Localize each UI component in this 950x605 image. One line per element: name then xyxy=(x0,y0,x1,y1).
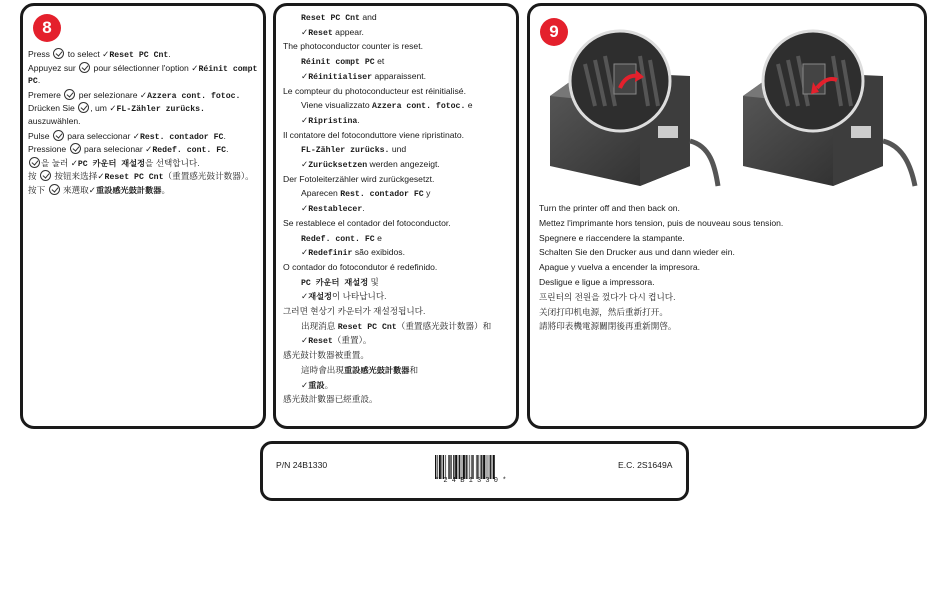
step-8-panel xyxy=(20,3,266,429)
line-text: . xyxy=(223,130,226,141)
barcode-bar xyxy=(473,455,474,479)
result-line xyxy=(283,262,437,273)
checkmark-icon: ✓ xyxy=(139,89,148,100)
barcode-bar xyxy=(463,455,465,479)
barcode-bar xyxy=(490,455,491,479)
line-text: 을 눌러 xyxy=(41,157,71,168)
menu-option-text: PC 카운터 재설정 xyxy=(77,159,145,169)
instruction-line xyxy=(28,170,254,183)
menu-option-text: Zurücksetzen xyxy=(308,161,368,170)
line-text: 按 xyxy=(28,171,39,182)
instruction-line xyxy=(28,157,200,170)
result-line xyxy=(283,203,365,215)
line-text: 和 xyxy=(409,364,419,375)
line-text: y xyxy=(423,188,431,199)
line-text: per selezionare xyxy=(76,89,140,100)
line-text: . xyxy=(168,49,171,59)
step-9-panel xyxy=(527,3,927,429)
line-text: 그러면 현상기 카운터가 재설정됩니다. xyxy=(283,306,426,316)
line-text: 을 선택합니다. xyxy=(145,157,200,168)
menu-option-text: Reset PC Cnt xyxy=(104,173,164,183)
checkmark-icon: ✓ xyxy=(102,49,110,59)
result-line xyxy=(283,233,382,245)
line-text: pour sélectionner l'option xyxy=(91,62,192,73)
checkmark-icon: ✓ xyxy=(301,247,309,258)
ec-number: E.C. 2S1649A xyxy=(618,460,673,470)
barcode-bar xyxy=(468,455,469,479)
result-line xyxy=(283,365,418,377)
menu-option-text: 재설정 xyxy=(308,293,332,303)
instruction-line: Schalten Sie den Drucker aus und dann wieder ein. xyxy=(539,247,735,258)
result-line xyxy=(283,86,466,97)
step-badge: 8 xyxy=(33,14,61,42)
barcode-bar xyxy=(459,455,460,479)
line-text: （重置感光鼓计数器）。 xyxy=(163,171,254,182)
barcode-bar xyxy=(488,455,489,479)
barcode-bar xyxy=(437,455,438,479)
line-text: 。 xyxy=(161,185,171,195)
line-text: 感光鼓计数器被重置。 xyxy=(283,350,369,361)
menu-option-text: 重設感光鼓計數器 xyxy=(95,187,162,196)
result-line xyxy=(283,218,451,229)
menu-option-text: Reset xyxy=(308,28,333,38)
instruction-line: Turn the printer off and then back on. xyxy=(539,203,680,213)
result-line xyxy=(283,12,377,24)
instruction-line xyxy=(28,143,228,156)
ok-button-icon xyxy=(79,62,90,73)
line-text: 來選取 xyxy=(60,185,89,195)
barcode-bar xyxy=(455,455,457,479)
barcode-text: * 2 4 B 1 3 3 0 * xyxy=(435,477,507,485)
barcode-bar xyxy=(435,455,436,479)
line-text: 。 xyxy=(324,379,334,390)
line-text: , um xyxy=(90,103,110,114)
line-text: para selecionar xyxy=(81,144,146,155)
checkmark-icon: ✓ xyxy=(97,171,105,182)
barcode-bar xyxy=(469,455,470,479)
checkmark-icon: ✓ xyxy=(70,157,78,168)
line-text: 感光鼓計數器已經重設。 xyxy=(283,394,378,405)
line-text: und xyxy=(389,144,407,155)
line-text: e xyxy=(465,100,473,111)
barcode-bar xyxy=(492,455,493,479)
menu-option-text: Reset PC Cnt xyxy=(337,322,397,332)
line-text: Se restablece el contador del fotoconductor. xyxy=(283,217,451,228)
line-text: Le compteur du photoconducteur est réinitialisé. xyxy=(283,85,466,96)
menu-option-text: Ripristina xyxy=(308,116,358,126)
result-line xyxy=(283,100,473,112)
barcode-bar xyxy=(481,455,482,479)
barcode-bar xyxy=(493,455,495,479)
result-line xyxy=(283,350,369,361)
result-line xyxy=(283,321,491,333)
menu-option-text: Reset xyxy=(308,337,333,347)
instruction-line: Mettez l'imprimante hors tension, puis de nouveau sous tension. xyxy=(539,217,784,228)
result-line xyxy=(283,71,426,83)
line-text: The photoconductor counter is reset. xyxy=(283,41,423,52)
result-panel xyxy=(273,3,519,429)
result-line xyxy=(283,115,360,127)
barcode-bar xyxy=(483,455,485,479)
barcode-bar xyxy=(466,455,467,479)
instruction-line xyxy=(28,89,240,102)
line-text: et xyxy=(374,56,385,67)
result-line xyxy=(283,56,384,68)
line-text: são exibidos. xyxy=(352,247,405,258)
line-text: e xyxy=(374,232,382,243)
line-text: Premere xyxy=(28,89,64,100)
menu-option-text: Redef. cont. FC xyxy=(152,146,227,156)
menu-option-text: Réinit compt xyxy=(198,64,258,74)
line-text: Pulse xyxy=(28,130,52,141)
line-text: . xyxy=(226,144,229,155)
line-text: . xyxy=(37,75,41,86)
instruction-line xyxy=(28,48,171,61)
step-badge: 9 xyxy=(540,18,568,46)
barcode-bar xyxy=(442,455,443,479)
line-text: apparaissent. xyxy=(372,70,427,81)
instruction-line xyxy=(28,102,205,115)
ok-button-icon xyxy=(53,48,64,59)
instruction-line: 프린터의 전원을 껐다가 다시 켭니다. xyxy=(539,291,676,302)
checkmark-icon: ✓ xyxy=(301,379,309,390)
checkmark-icon: ✓ xyxy=(301,114,309,125)
menu-option-text: Rest. contador FC xyxy=(139,132,224,142)
checkmark-icon: ✓ xyxy=(109,103,117,114)
printer-illustration-2 xyxy=(733,16,923,192)
barcode-bar xyxy=(480,455,481,479)
line-text: 出现消息 xyxy=(301,320,338,331)
line-text: Drücken Sie xyxy=(28,103,78,114)
line-text: 按钮来选择 xyxy=(51,171,98,182)
menu-option-text: 重設 xyxy=(308,381,325,391)
line-text: Der Fotoleiterzähler wird zurückgesetzt. xyxy=(283,173,435,184)
line-text: 按下 xyxy=(28,185,48,195)
menu-option-text: PC 카운터 재설정 xyxy=(301,278,369,288)
barcode-bar xyxy=(445,455,446,479)
barcode-bar xyxy=(453,455,454,479)
result-line xyxy=(283,159,440,171)
result-line xyxy=(283,188,430,200)
result-line xyxy=(283,247,405,259)
line-text: Aparecen xyxy=(301,188,341,199)
menu-option-text: Réinitialiser xyxy=(308,72,373,82)
result-line xyxy=(283,27,364,39)
result-line xyxy=(283,335,371,347)
line-text: auszuwählen. xyxy=(28,116,81,126)
barcode-bar xyxy=(486,455,487,479)
ok-button-icon xyxy=(53,130,64,141)
barcode-bar xyxy=(443,455,444,479)
checkmark-icon: ✓ xyxy=(145,144,153,155)
result-line xyxy=(283,394,378,405)
checkmark-icon: ✓ xyxy=(301,159,309,169)
menu-option-text: PC xyxy=(28,77,38,87)
menu-option-text: Réinit compt PC xyxy=(301,58,375,68)
instruction-line: 請將印表機電源關閉後再重新開啓。 xyxy=(539,321,677,332)
result-line xyxy=(283,277,379,289)
menu-option-text: FL-Zähler zurücks. xyxy=(116,105,205,115)
checkmark-icon: ✓ xyxy=(301,203,309,214)
instruction-line xyxy=(28,130,226,143)
checkmark-icon: ✓ xyxy=(301,291,309,302)
menu-option-text: Redef. cont. FC xyxy=(301,234,375,244)
menu-option-text: 重設感光鼓計數器 xyxy=(343,366,410,376)
barcode-bar xyxy=(458,455,459,479)
instruction-line xyxy=(28,75,40,87)
barcode-bar xyxy=(451,455,452,479)
line-text: werden angezeigt. xyxy=(367,159,440,169)
line-text: Press xyxy=(28,49,53,59)
part-number: P/N 24B1330 xyxy=(276,460,328,470)
barcode-bar xyxy=(462,455,463,479)
checkmark-icon: ✓ xyxy=(301,70,309,81)
line-text: to select xyxy=(65,49,103,59)
checkmark-icon: ✓ xyxy=(132,130,140,141)
result-line xyxy=(283,130,464,141)
menu-option-text: Rest. contador FC xyxy=(340,190,424,200)
printer-illustration-1 xyxy=(540,16,722,192)
checkmark-icon: ✓ xyxy=(301,335,309,346)
barcode-bar xyxy=(448,455,449,479)
barcode-bar xyxy=(476,455,477,479)
line-text: O contador do fotocondutor é redefinido. xyxy=(283,261,438,272)
instruction-line: Desligue e ligue a impressora. xyxy=(539,277,655,287)
checkmark-icon: ✓ xyxy=(301,26,309,37)
barcode-bar xyxy=(477,455,478,479)
line-text: para seleccionar xyxy=(64,130,133,141)
part-number-footer xyxy=(260,441,689,501)
result-line xyxy=(283,174,434,185)
barcode-bar xyxy=(449,455,450,479)
result-line xyxy=(283,380,333,392)
instruction-line xyxy=(28,184,170,197)
menu-option-text: Reset PC Cnt xyxy=(301,14,360,23)
line-text: Pressione xyxy=(28,144,69,155)
result-line xyxy=(283,144,406,156)
line-text: 이 나타납니다. xyxy=(331,291,387,302)
instruction-line: 关闭打印机电源，然后重新打开。 xyxy=(539,306,668,317)
ok-button-icon xyxy=(29,157,40,168)
ok-button-icon xyxy=(70,143,81,154)
menu-option-text: Azzera cont. fotoc. xyxy=(372,102,466,112)
menu-option-text: Reset PC Cnt xyxy=(109,51,169,60)
line-text: 및 xyxy=(368,276,379,287)
instruction-line: Spegnere e riaccendere la stampante. xyxy=(539,232,685,243)
line-text: Viene visualizzato xyxy=(301,100,373,111)
barcode-bar xyxy=(471,455,472,479)
line-text: appear. xyxy=(332,26,364,37)
checkmark-icon: ✓ xyxy=(191,62,199,73)
instruction-line: Apague y vuelva a encender la impresora. xyxy=(539,262,700,273)
ok-button-icon xyxy=(40,170,51,181)
menu-option-text: FL-Zähler zurücks. xyxy=(301,146,390,156)
result-line xyxy=(283,306,425,317)
line-text: （重置感光鼓计数器）和 xyxy=(396,320,492,331)
result-line xyxy=(283,41,423,52)
instruction-line xyxy=(28,62,257,75)
menu-option-text: Azzera cont. fotoc. xyxy=(147,91,241,101)
line-text: . xyxy=(362,203,365,214)
line-text: 這時會出現 xyxy=(301,364,344,375)
menu-option-text: Redefinir xyxy=(308,249,353,259)
instruction-line xyxy=(28,116,81,127)
line-text: . xyxy=(357,114,360,125)
ok-button-icon xyxy=(78,102,89,113)
line-text: （重置）。 xyxy=(332,335,372,346)
menu-option-text: Restablecer xyxy=(308,205,363,215)
line-text: Il contatore del fotoconduttore viene ripristinato. xyxy=(283,129,465,140)
line-text: Appuyez sur xyxy=(28,62,79,73)
result-line xyxy=(283,291,387,303)
barcode xyxy=(435,455,517,479)
ok-button-icon xyxy=(64,89,75,100)
barcode-bar xyxy=(439,455,441,479)
checkmark-icon: ✓ xyxy=(88,185,96,195)
ok-button-icon xyxy=(49,184,60,195)
line-text: and xyxy=(359,12,377,22)
